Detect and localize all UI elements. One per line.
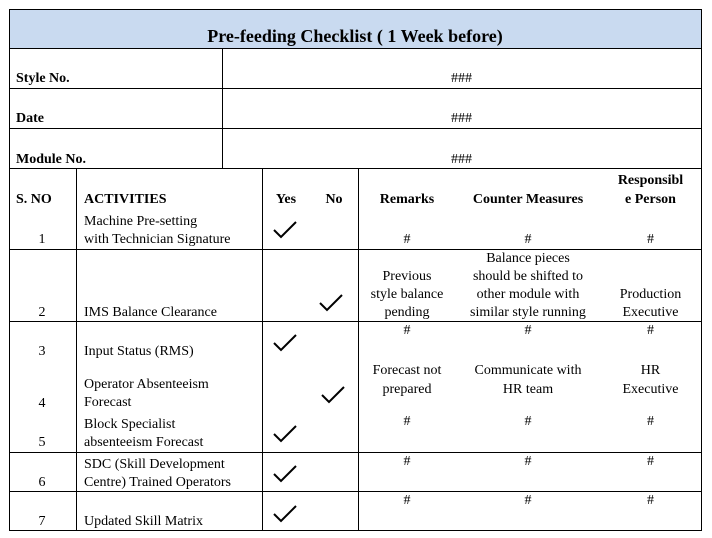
grid-line [9, 452, 702, 453]
row6-activity-line2: Centre) Trained Operators [84, 475, 231, 490]
grid-line [9, 249, 702, 250]
row1-remarks: # [403, 232, 411, 247]
row4-responsible-line1: HR [640, 363, 661, 378]
checkmark-icon [272, 220, 298, 240]
row6-sno: 6 [38, 475, 46, 490]
row2-sno: 2 [38, 305, 46, 320]
row4-activity-line1: Operator Absenteeism [84, 377, 209, 392]
checkmark-icon [318, 293, 344, 313]
row2-counter-line3: other module with [476, 287, 580, 302]
grid-line [9, 88, 702, 89]
checkmark-icon [320, 385, 346, 405]
module-no-label: Module No. [16, 152, 86, 167]
row5-sno: 5 [38, 435, 46, 450]
row3-remarks: # [403, 323, 411, 338]
row4-remarks-line2: prepared [382, 382, 432, 397]
grid-line [358, 168, 359, 530]
checkmark-icon [272, 424, 298, 444]
row3-activity: Input Status (RMS) [84, 344, 194, 359]
module-no-value: ### [451, 152, 472, 167]
row6-counter: # [524, 454, 532, 469]
date-label: Date [16, 111, 44, 126]
row7-counter: # [524, 493, 532, 508]
grid-line [9, 48, 702, 49]
row4-responsible-line2: Executive [622, 382, 679, 397]
header-responsible-line2: e Person [625, 192, 676, 207]
header-sno: S. NO [16, 192, 52, 207]
row2-counter-line1: Balance pieces [486, 251, 570, 266]
row3-responsible: # [647, 323, 654, 338]
header-no: No [325, 192, 343, 207]
grid-line [76, 168, 77, 530]
grid-line [9, 168, 702, 169]
row3-sno: 3 [38, 344, 46, 359]
grid-line [9, 128, 702, 129]
checkmark-icon [272, 464, 298, 484]
header-yes: Yes [275, 192, 297, 207]
row5-counter: # [524, 414, 532, 429]
header-activities: ACTIVITIES [84, 192, 167, 207]
row6-activity-line1: SDC (Skill Development [84, 457, 225, 472]
row7-remarks: # [403, 493, 411, 508]
header-responsible-line1: Responsibl [617, 173, 684, 188]
row5-activity-line1: Block Specialist [84, 417, 176, 432]
grid-line [9, 530, 702, 531]
row2-responsible-line2: Executive [622, 305, 679, 320]
row7-sno: 7 [38, 514, 46, 529]
row5-activity-line2: absenteeism Forecast [84, 435, 204, 450]
row3-counter: # [524, 323, 532, 338]
row5-remarks: # [403, 414, 411, 429]
row2-remarks-line3: pending [384, 305, 430, 320]
row1-counter: # [524, 232, 532, 247]
row2-activity: IMS Balance Clearance [84, 305, 217, 320]
row1-responsible: # [647, 232, 654, 247]
style-no-label: Style No. [16, 71, 70, 86]
date-value: ### [451, 111, 472, 126]
row6-remarks: # [403, 454, 411, 469]
row4-activity-line2: Forecast [84, 395, 132, 410]
row2-remarks-line1: Previous [382, 269, 432, 284]
header-counter-measures: Counter Measures [472, 192, 584, 207]
row2-remarks-line2: style balance [370, 287, 444, 302]
row2-counter-line2: should be shifted to [472, 269, 584, 284]
grid-line [9, 9, 10, 531]
grid-line [222, 48, 223, 168]
grid-line [9, 9, 702, 10]
row2-responsible-line1: Production [619, 287, 682, 302]
header-remarks: Remarks [379, 192, 435, 207]
row5-responsible: # [647, 414, 654, 429]
grid-line [262, 168, 263, 530]
grid-line [9, 321, 702, 322]
row7-activity: Updated Skill Matrix [84, 514, 203, 529]
style-no-value: ### [451, 71, 472, 86]
row1-activity-line1: Machine Pre-setting [84, 214, 198, 229]
page-title: Pre-feeding Checklist ( 1 Week before) [207, 26, 503, 46]
row1-sno: 1 [38, 232, 46, 247]
checkmark-icon [272, 333, 298, 353]
row4-sno: 4 [38, 396, 46, 411]
row7-responsible: # [647, 493, 654, 508]
row1-activity-line2: with Technician Signature [84, 232, 231, 247]
row4-counter-line1: Communicate with [474, 363, 582, 378]
row6-responsible: # [647, 454, 654, 469]
checkmark-icon [272, 504, 298, 524]
grid-line [701, 9, 702, 531]
row2-counter-line4: similar style running [470, 305, 586, 320]
row4-remarks-line1: Forecast not [372, 363, 442, 378]
grid-line [9, 491, 702, 492]
row4-counter-line2: HR team [502, 382, 554, 397]
